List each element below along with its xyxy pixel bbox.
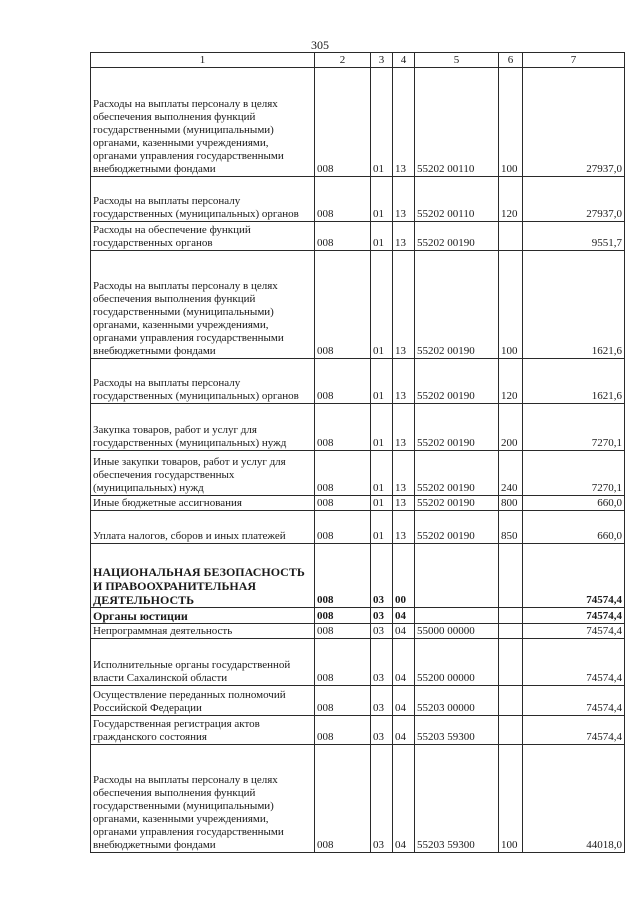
ministry-code: 008 (315, 544, 371, 608)
table-row (91, 639, 625, 686)
expense-type-code: 100 (499, 745, 523, 853)
table-row (91, 68, 625, 177)
amount: 74574,4 (523, 639, 625, 686)
table-row (91, 404, 625, 451)
subsection-code: 13 (393, 359, 415, 404)
subsection-code: 13 (393, 222, 415, 251)
amount: 27937,0 (523, 177, 625, 222)
amount: 27937,0 (523, 68, 625, 177)
amount: 74574,4 (523, 544, 625, 608)
section-code: 01 (371, 177, 393, 222)
section-code: 03 (371, 608, 393, 624)
target-article-code: 55202 00110 (415, 68, 499, 177)
expense-name: Непрограммная деятельность (91, 624, 315, 639)
table-row (91, 251, 625, 359)
expense-name: Уплата налогов, сборов и иных платежей (91, 511, 315, 544)
amount: 660,0 (523, 511, 625, 544)
table-row (91, 511, 625, 544)
subsection-code: 04 (393, 716, 415, 745)
table-row (91, 496, 625, 511)
expense-type-code: 200 (499, 404, 523, 451)
table-row (91, 745, 625, 853)
table-row (91, 222, 625, 251)
target-article-code (415, 544, 499, 608)
expense-type-code (499, 686, 523, 716)
amount: 9551,7 (523, 222, 625, 251)
subsection-code: 04 (393, 686, 415, 716)
expense-name: Расходы на выплаты персоналу в целях обеспечения выполнения функций государственными (муниципальными) органами, казенными учреждениями, органами управления государственными внебюджетными фондами (91, 251, 315, 359)
column-header: 2 (315, 53, 371, 68)
target-article-code: 55000 00000 (415, 624, 499, 639)
subsection-code: 04 (393, 624, 415, 639)
target-article-code: 55202 00190 (415, 404, 499, 451)
expense-type-code: 100 (499, 68, 523, 177)
amount: 74574,4 (523, 624, 625, 639)
target-article-code: 55200 00000 (415, 639, 499, 686)
target-article-code: 55203 59300 (415, 716, 499, 745)
section-code: 01 (371, 511, 393, 544)
section-code: 01 (371, 68, 393, 177)
expense-name: Иные бюджетные ассигнования (91, 496, 315, 511)
subsection-code: 13 (393, 251, 415, 359)
amount: 7270,1 (523, 451, 625, 496)
subsection-code: 13 (393, 451, 415, 496)
subsection-code: 04 (393, 608, 415, 624)
ministry-code: 008 (315, 359, 371, 404)
ministry-code: 008 (315, 222, 371, 251)
expense-type-code (499, 608, 523, 624)
expense-name: Иные закупки товаров, работ и услуг для обеспечения государственных (муниципальных) нужд (91, 451, 315, 496)
section-code: 01 (371, 451, 393, 496)
table-header (91, 53, 625, 68)
subsection-code: 13 (393, 177, 415, 222)
table-row (91, 177, 625, 222)
target-article-code: 55202 00190 (415, 451, 499, 496)
expense-name: Исполнительные органы государственной власти Сахалинской области (91, 639, 315, 686)
expense-type-code (499, 716, 523, 745)
expense-type-code (499, 544, 523, 608)
amount: 74574,4 (523, 686, 625, 716)
expense-type-code: 240 (499, 451, 523, 496)
expense-name: Государственная регистрация актов гражданского состояния (91, 716, 315, 745)
column-header: 7 (523, 53, 625, 68)
amount: 7270,1 (523, 404, 625, 451)
target-article-code: 55202 00190 (415, 511, 499, 544)
expense-type-code (499, 624, 523, 639)
table-row (91, 624, 625, 639)
section-code: 03 (371, 686, 393, 716)
ministry-code: 008 (315, 639, 371, 686)
expense-name: Расходы на выплаты персоналу в целях обеспечения выполнения функций государственными (муниципальными) органами, казенными учреждениями, органами управления государственными внебюджетными фондами (91, 68, 315, 177)
ministry-code: 008 (315, 404, 371, 451)
amount: 74574,4 (523, 608, 625, 624)
column-header: 4 (393, 53, 415, 68)
subsection-code: 04 (393, 745, 415, 853)
expense-name: Расходы на обеспечение функций государственных органов (91, 222, 315, 251)
ministry-code: 008 (315, 716, 371, 745)
section-code: 03 (371, 624, 393, 639)
section-code: 01 (371, 222, 393, 251)
section-code: 01 (371, 359, 393, 404)
ministry-code: 008 (315, 745, 371, 853)
section-code: 03 (371, 745, 393, 853)
expense-name: Органы юстиции (91, 608, 315, 624)
subsection-code: 13 (393, 511, 415, 544)
expense-type-code: 850 (499, 511, 523, 544)
subsection-code: 13 (393, 404, 415, 451)
column-header: 5 (415, 53, 499, 68)
target-article-code: 55203 00000 (415, 686, 499, 716)
target-article-code (415, 608, 499, 624)
amount: 1621,6 (523, 251, 625, 359)
expense-name: Осуществление переданных полномочий Российской Федерации (91, 686, 315, 716)
amount: 660,0 (523, 496, 625, 511)
table-row (91, 608, 625, 624)
target-article-code: 55202 00110 (415, 177, 499, 222)
expense-type-code (499, 639, 523, 686)
ministry-code: 008 (315, 624, 371, 639)
amount: 1621,6 (523, 359, 625, 404)
subsection-code: 04 (393, 639, 415, 686)
target-article-code: 55202 00190 (415, 359, 499, 404)
target-article-code: 55203 59300 (415, 745, 499, 853)
subsection-code: 00 (393, 544, 415, 608)
expense-name: Закупка товаров, работ и услуг для государственных (муниципальных) нужд (91, 404, 315, 451)
budget-table (90, 52, 625, 853)
section-code: 01 (371, 404, 393, 451)
expense-type-code (499, 222, 523, 251)
amount: 44018,0 (523, 745, 625, 853)
table-row (91, 451, 625, 496)
ministry-code: 008 (315, 686, 371, 716)
target-article-code: 55202 00190 (415, 496, 499, 511)
column-header: 6 (499, 53, 523, 68)
subsection-code: 13 (393, 68, 415, 177)
expense-name: Расходы на выплаты персоналу в целях обеспечения выполнения функций государственными (муниципальными) органами, казенными учреждениями, органами управления государственными внебюджетными фондами (91, 745, 315, 853)
amount: 74574,4 (523, 716, 625, 745)
section-code: 03 (371, 639, 393, 686)
expense-name: НАЦИОНАЛЬНАЯ БЕЗОПАСНОСТЬ И ПРАВООХРАНИТЕЛЬНАЯ ДЕЯТЕЛЬНОСТЬ (91, 544, 315, 608)
table-row (91, 716, 625, 745)
table-row (91, 359, 625, 404)
ministry-code: 008 (315, 496, 371, 511)
ministry-code: 008 (315, 68, 371, 177)
expense-type-code: 800 (499, 496, 523, 511)
section-code: 03 (371, 544, 393, 608)
ministry-code: 008 (315, 608, 371, 624)
ministry-code: 008 (315, 177, 371, 222)
table-row (91, 544, 625, 608)
target-article-code: 55202 00190 (415, 251, 499, 359)
ministry-code: 008 (315, 511, 371, 544)
column-header: 1 (91, 53, 315, 68)
ministry-code: 008 (315, 451, 371, 496)
expense-type-code: 100 (499, 251, 523, 359)
section-code: 01 (371, 496, 393, 511)
page-number: 305 (311, 38, 329, 52)
expense-type-code: 120 (499, 177, 523, 222)
target-article-code: 55202 00190 (415, 222, 499, 251)
table-row (91, 686, 625, 716)
section-code: 03 (371, 716, 393, 745)
expense-name: Расходы на выплаты персоналу государственных (муниципальных) органов (91, 359, 315, 404)
expense-name: Расходы на выплаты персоналу государственных (муниципальных) органов (91, 177, 315, 222)
subsection-code: 13 (393, 496, 415, 511)
column-header: 3 (371, 53, 393, 68)
expense-type-code: 120 (499, 359, 523, 404)
ministry-code: 008 (315, 251, 371, 359)
section-code: 01 (371, 251, 393, 359)
